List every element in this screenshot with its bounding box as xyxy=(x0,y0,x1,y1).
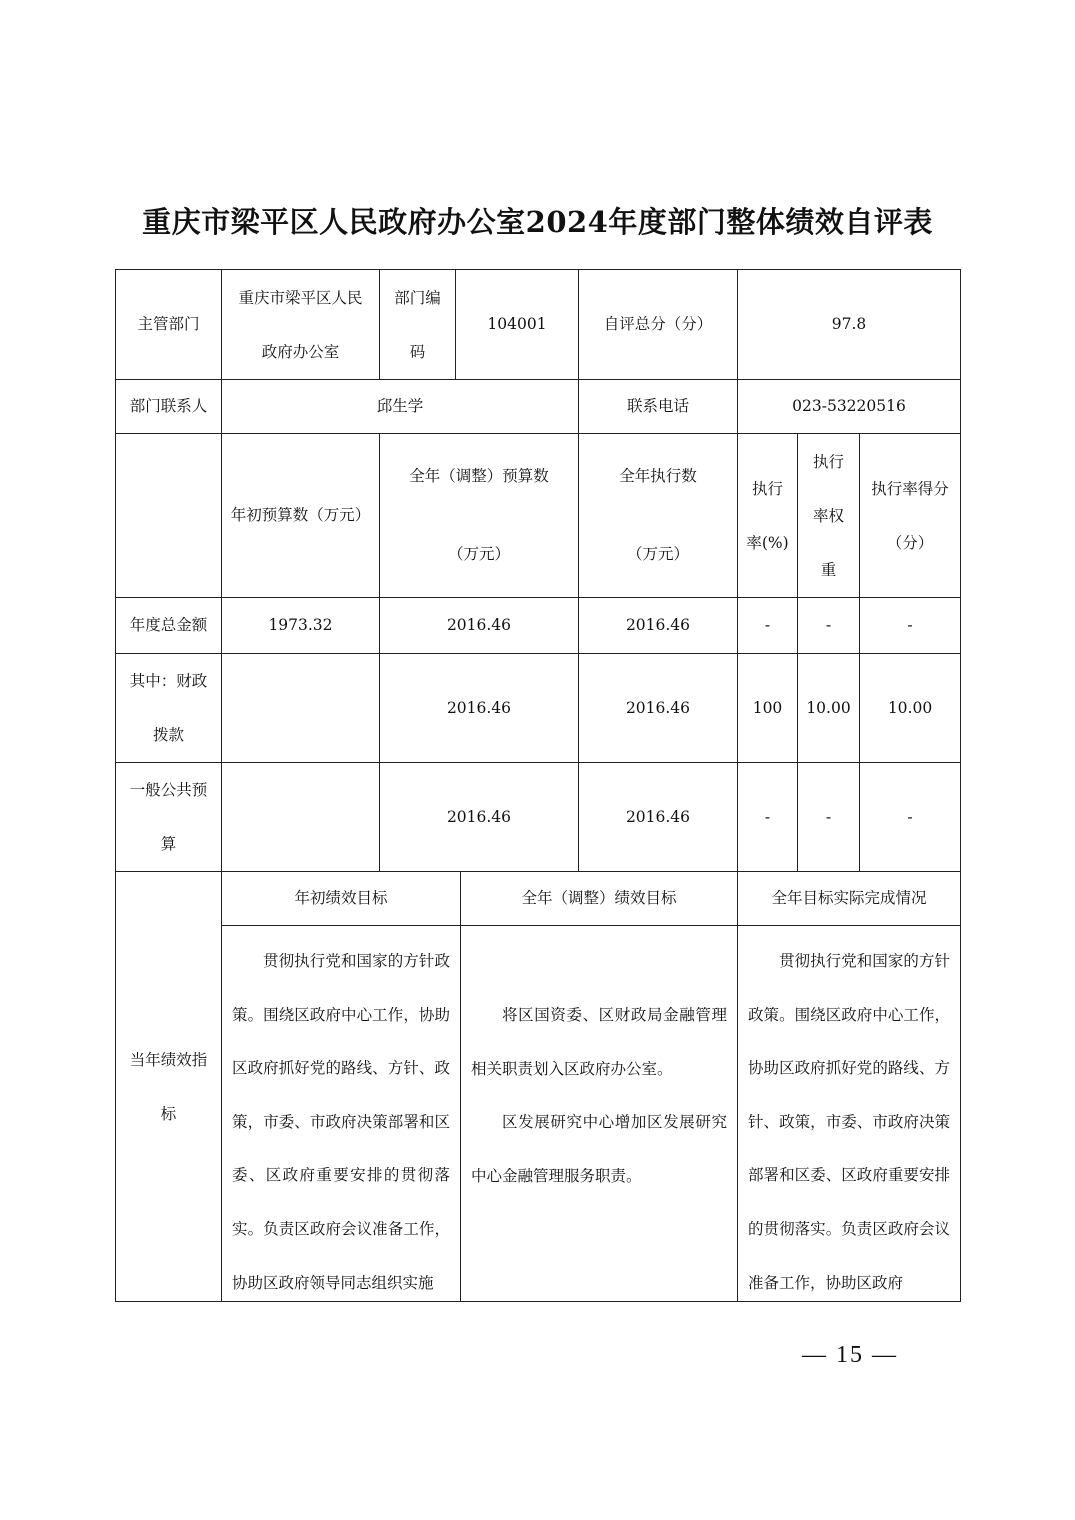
budget-row-label: 一般公共预 算 xyxy=(116,763,222,872)
performance-label: 当年绩效指 标 xyxy=(116,872,222,1302)
budget-row-initial: 1973.32 xyxy=(222,598,380,654)
col-executed: 全年执行数 （万元） xyxy=(579,434,738,598)
budget-header-blank xyxy=(116,434,222,598)
col-actual-completion: 全年目标实际完成情况 xyxy=(738,872,960,926)
col-rate-score: 执行率得分 （分） xyxy=(860,434,960,598)
col-initial-budget: 年初预算数（万元） xyxy=(222,434,380,598)
budget-row-adjusted: 2016.46 xyxy=(380,598,579,654)
document-title: 重庆市梁平区人民政府办公室2024年度部门整体绩效自评表 xyxy=(142,205,933,239)
initial-goal-text: 贯彻执行党和国家的方针政策。围绕区政府中心工作，协助区政府抓好党的路线、方针、政策，市委、市政府决策部署和区委、区政府重要安排的贯彻落实。负责区政府会议准备工作，协助区政府领导同志组织实施 xyxy=(222,926,461,1302)
score-label: 自评总分（分） xyxy=(579,270,738,380)
col-execution-rate: 执行 率(%) xyxy=(738,434,798,598)
adjusted-goal-paragraph: 区发展研究中心增加区发展研究中心金融管理服务职责。 xyxy=(471,1113,727,1185)
code-label: 部门编 码 xyxy=(380,270,456,380)
self-evaluation-table xyxy=(115,269,961,1302)
budget-row-weight: 10.00 xyxy=(798,654,860,763)
actual-completion-text: 贯彻执行党和国家的方针政策。围绕区政府中心工作，协助区政府抓好党的路线、方针、政策，市委、市政府决策部署和区委、区政府重要安排的贯彻落实。负责区政府会议准备工作，协助区政府 xyxy=(748,952,950,1292)
budget-row-rate: - xyxy=(738,763,798,872)
adjusted-goal-paragraph: 将区国资委、区财政局金融管理相关职责划入区政府办公室。 xyxy=(471,1006,727,1078)
score-value: 97.8 xyxy=(738,270,960,380)
code-value: 104001 xyxy=(456,270,579,380)
budget-row-adjusted: 2016.46 xyxy=(380,654,579,763)
contact-label: 部门联系人 xyxy=(116,380,222,434)
budget-row-weight: - xyxy=(798,598,860,654)
phone-value: 023-53220516 xyxy=(738,380,960,434)
col-rate-weight: 执行 率权 重 xyxy=(798,434,860,598)
dept-value: 重庆市梁平区人民 政府办公室 xyxy=(222,270,380,380)
budget-row-adjusted: 2016.46 xyxy=(380,763,579,872)
budget-row-executed: 2016.46 xyxy=(579,654,738,763)
phone-label: 联系电话 xyxy=(579,380,738,434)
budget-row-executed: 2016.46 xyxy=(579,598,738,654)
budget-row-initial xyxy=(222,654,380,763)
col-adjusted-budget: 全年（调整）预算数 （万元） xyxy=(380,434,579,598)
budget-row-executed: 2016.46 xyxy=(579,763,738,872)
col-adjusted-goal: 全年（调整）绩效目标 xyxy=(461,872,738,926)
budget-row-rate: - xyxy=(738,598,798,654)
budget-row-rate: 100 xyxy=(738,654,798,763)
dept-label: 主管部门 xyxy=(116,270,222,380)
budget-row-label: 其中：财政 拨款 xyxy=(116,654,222,763)
adjusted-goal-text xyxy=(461,926,738,1302)
budget-row-score: - xyxy=(860,763,960,872)
budget-row-weight: - xyxy=(798,763,860,872)
contact-value: 邱生学 xyxy=(222,380,579,434)
budget-row-label: 年度总金额 xyxy=(116,598,222,654)
page-number: — 15 — xyxy=(802,1342,898,1368)
col-initial-goal: 年初绩效目标 xyxy=(222,872,461,926)
budget-row-score: 10.00 xyxy=(860,654,960,763)
budget-row-score: - xyxy=(860,598,960,654)
budget-row-initial xyxy=(222,763,380,872)
